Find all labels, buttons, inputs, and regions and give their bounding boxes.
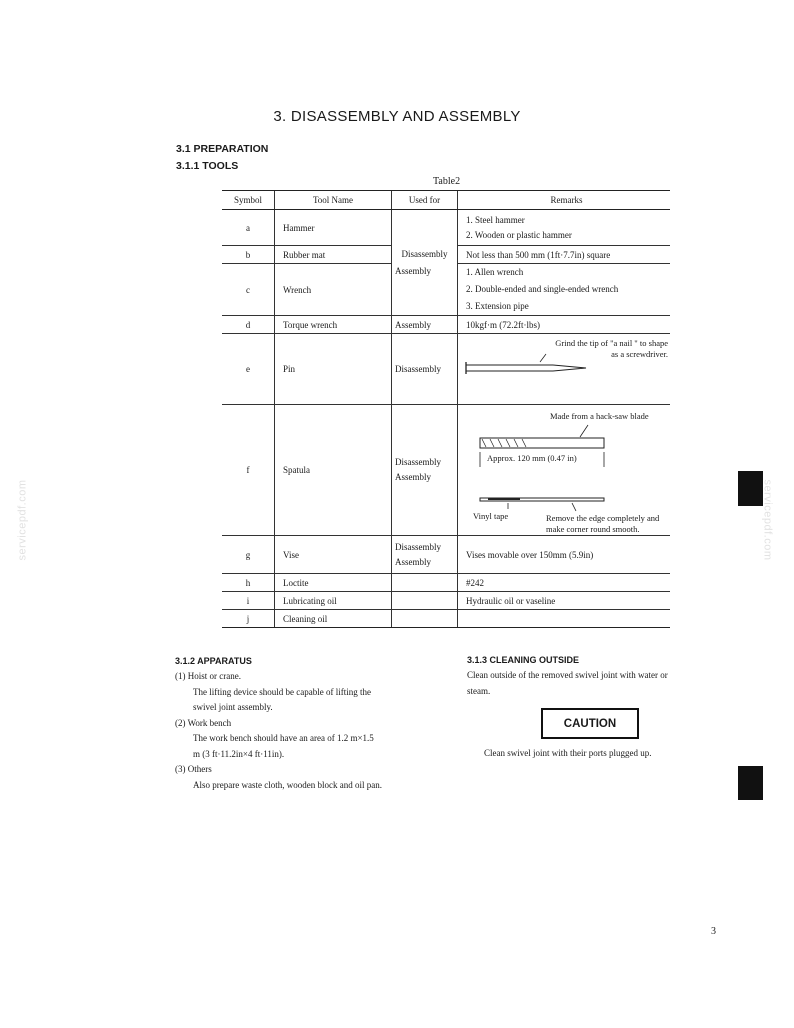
cell-tool-name: Spatula xyxy=(275,405,392,536)
used-for-assembly: Assembly xyxy=(395,556,431,567)
spatula-note-blade: Made from a hack-saw blade xyxy=(550,411,649,421)
cell-remarks xyxy=(458,210,671,246)
apparatus-item-text: The lifting device should be capable of lifting the xyxy=(193,686,371,697)
cell-remarks xyxy=(458,405,671,536)
cell-symbol: g xyxy=(222,536,275,574)
nail-drawing xyxy=(458,334,688,404)
apparatus-item-label: (1) Hoist or crane. xyxy=(175,671,241,681)
table-row xyxy=(222,592,670,610)
table-row xyxy=(222,405,670,536)
cleaning-text: steam. xyxy=(467,685,491,696)
cell-used-for xyxy=(392,264,458,316)
cell-remarks: #242 xyxy=(458,574,671,592)
table-row xyxy=(222,210,670,246)
cell-used-for xyxy=(392,610,458,628)
section-heading-preparation: 3.1 PREPARATION xyxy=(176,143,269,155)
table-row xyxy=(222,574,670,592)
page-title: 3. DISASSEMBLY AND ASSEMBLY xyxy=(273,108,521,125)
caution-text: Clean swivel joint with their ports plugged up. xyxy=(484,748,652,758)
cell-tool-name: Pin xyxy=(275,334,392,405)
pin-note-line: as a screwdriver. xyxy=(611,349,668,359)
cell-tool-name: Wrench xyxy=(275,264,392,316)
used-for-assembly: Assembly xyxy=(395,265,431,276)
cell-tool-name: Vise xyxy=(275,536,392,574)
cell-used-for: Assembly xyxy=(392,316,458,334)
cell-remarks xyxy=(458,610,671,628)
apparatus-item-label: (3) Others xyxy=(175,764,212,774)
used-for-assembly: Assembly xyxy=(395,472,431,482)
remark-line: 1. Steel hammer xyxy=(466,214,525,225)
spatula-edge-line: make corner round smooth. xyxy=(546,524,640,534)
table-row xyxy=(222,264,670,316)
cell-symbol: j xyxy=(222,610,275,628)
apparatus-item-text: swivel joint assembly. xyxy=(193,702,273,712)
pin-note-line: Grind the tip of "a nail " to shape xyxy=(555,338,668,348)
caution-box: CAUTION xyxy=(541,708,639,739)
apparatus-item-text: The work bench should have an area of 1.2 m×1.5 xyxy=(193,733,374,743)
table-caption: Table2 xyxy=(433,176,461,187)
cell-symbol: b xyxy=(222,246,275,264)
cell-remarks: 10kgf·m (72.2ft·lbs) xyxy=(458,316,671,334)
cell-remarks: Hydraulic oil or vaseline xyxy=(458,592,671,610)
remark-line: 3. Extension pipe xyxy=(466,301,529,311)
cell-tool-name: Rubber mat xyxy=(275,246,392,264)
cell-remarks xyxy=(458,264,671,316)
cell-tool-name: Lubricating oil xyxy=(275,592,392,610)
cell-used-for xyxy=(392,405,458,536)
watermark-left: servicepdf.com xyxy=(16,479,29,561)
cell-symbol: f xyxy=(222,405,275,536)
cleaning-text: Clean outside of the removed swivel joint with water or xyxy=(467,670,668,680)
cell-symbol: i xyxy=(222,592,275,610)
apparatus-item-label: (2) Work bench xyxy=(175,717,232,728)
table-row xyxy=(222,536,670,574)
apparatus-section xyxy=(175,656,437,793)
used-for-disassembly: Disassembly xyxy=(401,249,448,259)
cell-symbol: e xyxy=(222,334,275,405)
cell-symbol: c xyxy=(222,264,275,316)
cell-symbol: d xyxy=(222,316,275,334)
cell-tool-name: Torque wrench xyxy=(275,316,392,334)
cell-used-for xyxy=(392,536,458,574)
table-row xyxy=(222,246,670,264)
cell-used-for: Disassembly xyxy=(392,334,458,405)
cleaning-section xyxy=(467,655,725,699)
tab-marker-lower xyxy=(738,766,763,800)
cleaning-heading: 3.1.3 CLEANING OUTSIDE xyxy=(467,655,580,665)
remark-line: 2. Double-ended and single-ended wrench xyxy=(466,284,619,294)
table-row xyxy=(222,334,670,405)
remark-line: 1. Allen wrench xyxy=(466,267,524,277)
header-used-for: Used for xyxy=(392,191,458,210)
spatula-length-label: Approx. 120 mm (0.47 in) xyxy=(487,453,577,463)
cell-remarks: Vises movable over 150mm (5.9in) xyxy=(458,536,671,574)
cell-tool-name: Cleaning oil xyxy=(275,610,392,628)
apparatus-item-text: Also prepare waste cloth, wooden block and oil pan. xyxy=(193,779,382,790)
section-heading-tools: 3.1.1 TOOLS xyxy=(176,160,239,172)
used-for-disassembly: Disassembly xyxy=(395,457,441,467)
cell-used-for xyxy=(392,210,458,246)
cell-used-for xyxy=(392,574,458,592)
apparatus-item-text: m (3 ft·11.2in×4 ft·11in). xyxy=(193,748,285,759)
cell-used-for xyxy=(392,246,458,264)
used-for-disassembly: Disassembly xyxy=(395,541,441,552)
remark-line: 2. Wooden or plastic hammer xyxy=(466,229,572,240)
tab-marker-upper xyxy=(738,471,763,506)
cell-symbol: a xyxy=(222,210,275,246)
spatula-edge-note xyxy=(546,513,696,535)
table-row xyxy=(222,610,670,628)
header-tool-name: Tool Name xyxy=(275,191,392,210)
page-number: 3 xyxy=(711,926,716,937)
table-header-row xyxy=(222,191,670,210)
spatula-tape-label: Vinyl tape xyxy=(473,511,509,521)
apparatus-heading: 3.1.2 APPARATUS xyxy=(175,656,252,666)
table-row xyxy=(222,316,670,334)
spatula-edge-line: Remove the edge completely and xyxy=(546,513,660,523)
spatula-figure xyxy=(458,405,670,535)
cell-remarks xyxy=(458,334,671,405)
header-remarks: Remarks xyxy=(458,191,671,210)
watermark-right: servicepdf.com xyxy=(761,479,774,561)
cell-symbol: h xyxy=(222,574,275,592)
tools-table xyxy=(222,190,670,628)
cell-tool-name: Loctite xyxy=(275,574,392,592)
header-symbol: Symbol xyxy=(222,191,275,210)
cell-used-for xyxy=(392,592,458,610)
pin-figure xyxy=(458,334,670,404)
cell-remarks: Not less than 500 mm (1ft·7.7in) square xyxy=(458,246,671,264)
cell-tool-name: Hammer xyxy=(275,210,392,246)
